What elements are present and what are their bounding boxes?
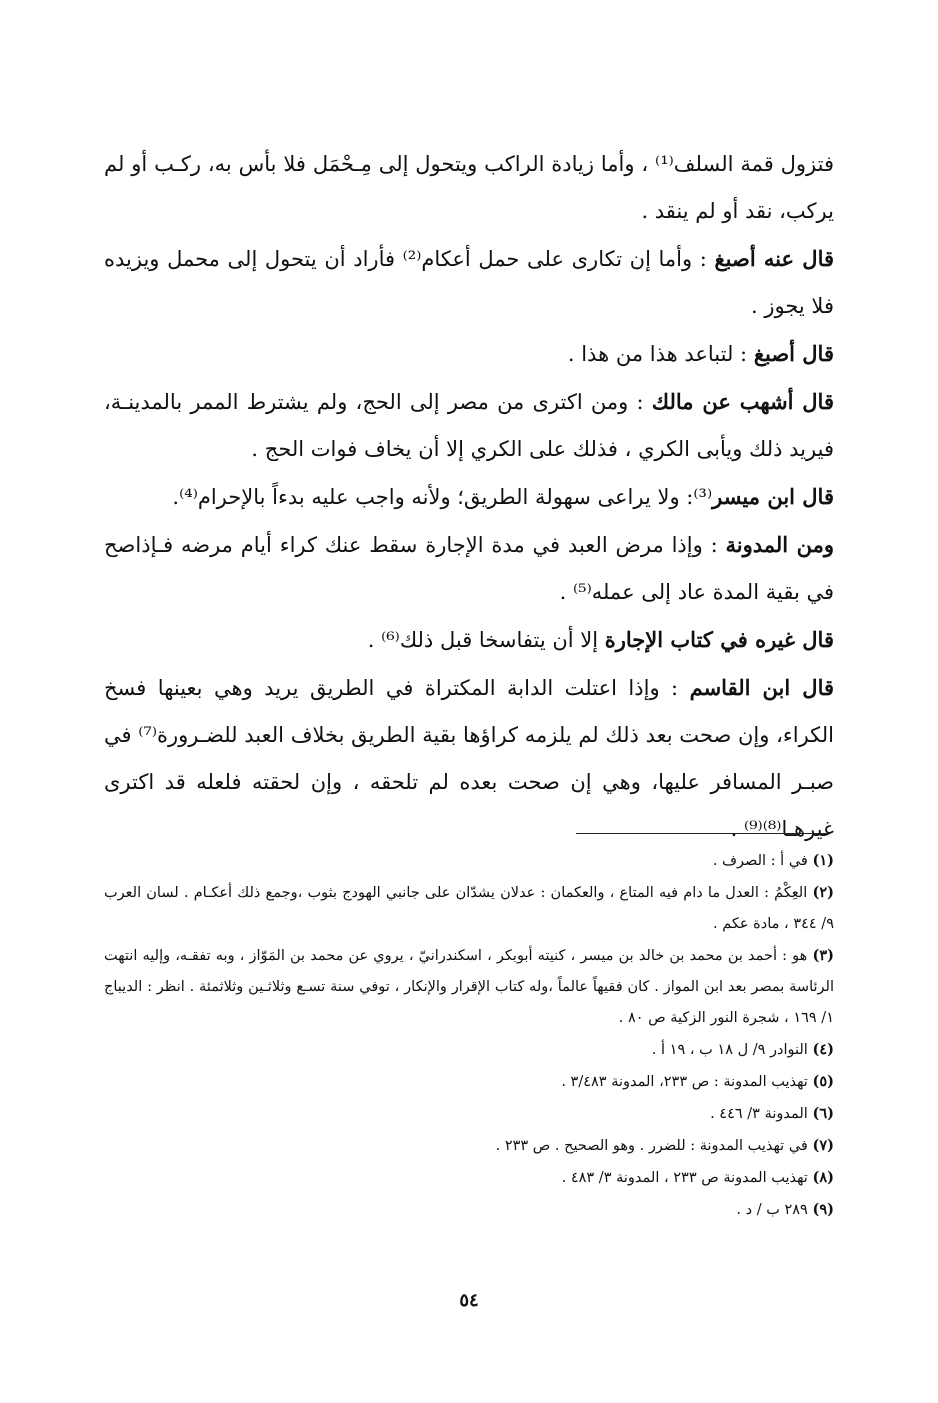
paragraph-text: إلا أن يتفاسخا قبل ذلك⁽⁶⁾ . bbox=[367, 628, 605, 652]
footnote bbox=[104, 1130, 834, 1162]
paragraph bbox=[104, 330, 834, 378]
paragraph bbox=[104, 664, 834, 853]
footnote bbox=[104, 877, 834, 940]
paragraph-text: : وأما إن تكارى على حمل أعكام⁽²⁾ فأراد أن يتحول إلى محمل ويزيده فلا يجوز . bbox=[104, 247, 834, 318]
paragraph bbox=[104, 473, 834, 521]
speaker-label: قال ابن القاسم bbox=[689, 675, 835, 700]
paragraph-text: فتزول قمة السلف⁽¹⁾ ، وأما زيادة الراكب ويتحول إلى مِـحْمَل فلا بأس به، ركـب أو لم يركب، نقد أو لم ينقد . bbox=[104, 152, 834, 223]
footnote-number: (٣) bbox=[812, 947, 834, 964]
footnote-text: تهذيب المدونة ص ٢٣٣ ، المدونة ٣/ ٤٨٣ . bbox=[561, 1170, 813, 1186]
paragraph bbox=[104, 616, 834, 664]
paragraph-text: : وإذا اعتلت الدابة المكتراة في الطريق يريد وهي بعينها فسخ الكراء، وإن صحت بعد ذلك لم يلزمه كراؤها بقية الطريق بخلاف العبد للضـرورة⁽⁷⁾ في صبـر المسافر عليها، وهي إن صحت بعده لم تلحقه ، وإن لحقته فلعله قد اكترى غيرهـا⁽⁸⁾⁽⁹⁾ . bbox=[104, 676, 834, 841]
footnote-number: (٨) bbox=[812, 1169, 834, 1186]
footnote bbox=[104, 1194, 834, 1226]
footnote-divider bbox=[576, 833, 830, 834]
footnote-number: (٥) bbox=[812, 1073, 834, 1090]
paragraph bbox=[104, 140, 834, 235]
footnote-number: (١) bbox=[812, 852, 834, 869]
footnote-text: هو : أحمد بن محمد بن خالد بن ميسر ، كنيته أبوبكر ، اسكندرانيّ ، يروي عن محمد بن المَوّاز ، وبه تفقـه، وإليه انتهت الرئاسة بمصر بعد ابن المواز . كان فقيهاً عالماً ،وله كتاب الإقرار والإنكار ، توفي سنة تسـع وثلاثـين وثلاثمئة . انظر : الديباج ١/ ١٦٩ ، شجرة النور الزكية ص ٨٠ . bbox=[104, 948, 834, 1026]
footnote bbox=[104, 1034, 834, 1066]
footnote-text: تهذيب المدونة : ص ٢٣٣، المدونة ٣/٤٨٣ . bbox=[561, 1074, 813, 1090]
footnote bbox=[104, 1098, 834, 1130]
footnote-text: العِكْمُ : العدل ما دام فيه المتاع ، والعكمان : عدلان يشدّان على جانبي الهودج بثوب ،وجمع ذلك أعكـام . لسان العرب ٩/ ٣٤٤ ، مادة عكم . bbox=[104, 885, 834, 932]
page-number: ٥٤ bbox=[459, 1290, 479, 1311]
footnote-number: (٤) bbox=[812, 1041, 834, 1058]
paragraph bbox=[104, 521, 834, 616]
main-text bbox=[104, 140, 834, 853]
speaker-label: قال أشهب عن مالك bbox=[651, 389, 834, 414]
footnote-number: (٦) bbox=[812, 1105, 834, 1122]
footnotes bbox=[104, 845, 834, 1226]
footnote bbox=[104, 1162, 834, 1194]
paragraph-text: : لتباعد هذا من هذا . bbox=[567, 342, 754, 366]
speaker-label: ومن المدونة bbox=[725, 532, 834, 557]
paragraph bbox=[104, 235, 834, 330]
speaker-label: قال أصبغ bbox=[753, 341, 834, 366]
speaker-label: قال غيره في كتاب الإجارة bbox=[604, 627, 834, 652]
paragraph-text: : ومن اكترى من مصر إلى الحج، ولم يشترط الممر بالمدينـة، فيريد ذلك ويأبى الكري ، فذلك على الكري إلا أن يخاف فوات الحج . bbox=[104, 390, 834, 461]
footnote bbox=[104, 845, 834, 877]
footnote bbox=[104, 1066, 834, 1098]
footnote-text: في تهذيب المدونة : للضرر . وهو الصحيح . ص ٢٣٣ . bbox=[495, 1138, 813, 1154]
footnote bbox=[104, 940, 834, 1034]
paragraph-text: ⁽³⁾: ولا يراعى سهولة الطريق؛ ولأنه واجب عليه بدءاً بالإحرام⁽⁴⁾. bbox=[172, 485, 713, 509]
speaker-label: قال ابن ميسر bbox=[712, 484, 834, 509]
footnote-text: في أ : الصرف . bbox=[712, 853, 813, 869]
footnote-number: (٢) bbox=[812, 884, 834, 901]
speaker-label: قال عنه أصبغ bbox=[714, 246, 835, 271]
footnote-text: ٢٨٩ ب / د . bbox=[736, 1202, 813, 1218]
footnote-text: النوادر ٩/ ل ١٨ ب ، ١٩ أ . bbox=[651, 1042, 813, 1058]
paragraph bbox=[104, 378, 834, 473]
footnote-text: المدونة ٣/ ٤٤٦ . bbox=[710, 1106, 813, 1122]
footnote-number: (٧) bbox=[812, 1137, 834, 1154]
footnote-number: (٩) bbox=[812, 1201, 834, 1218]
paragraph-text: : وإذا مرض العبد في مدة الإجارة سقط عنك كراء أيام مرضه فـإذاصح في بقية المدة عاد إلى عمله⁽⁵⁾ . bbox=[104, 533, 834, 604]
